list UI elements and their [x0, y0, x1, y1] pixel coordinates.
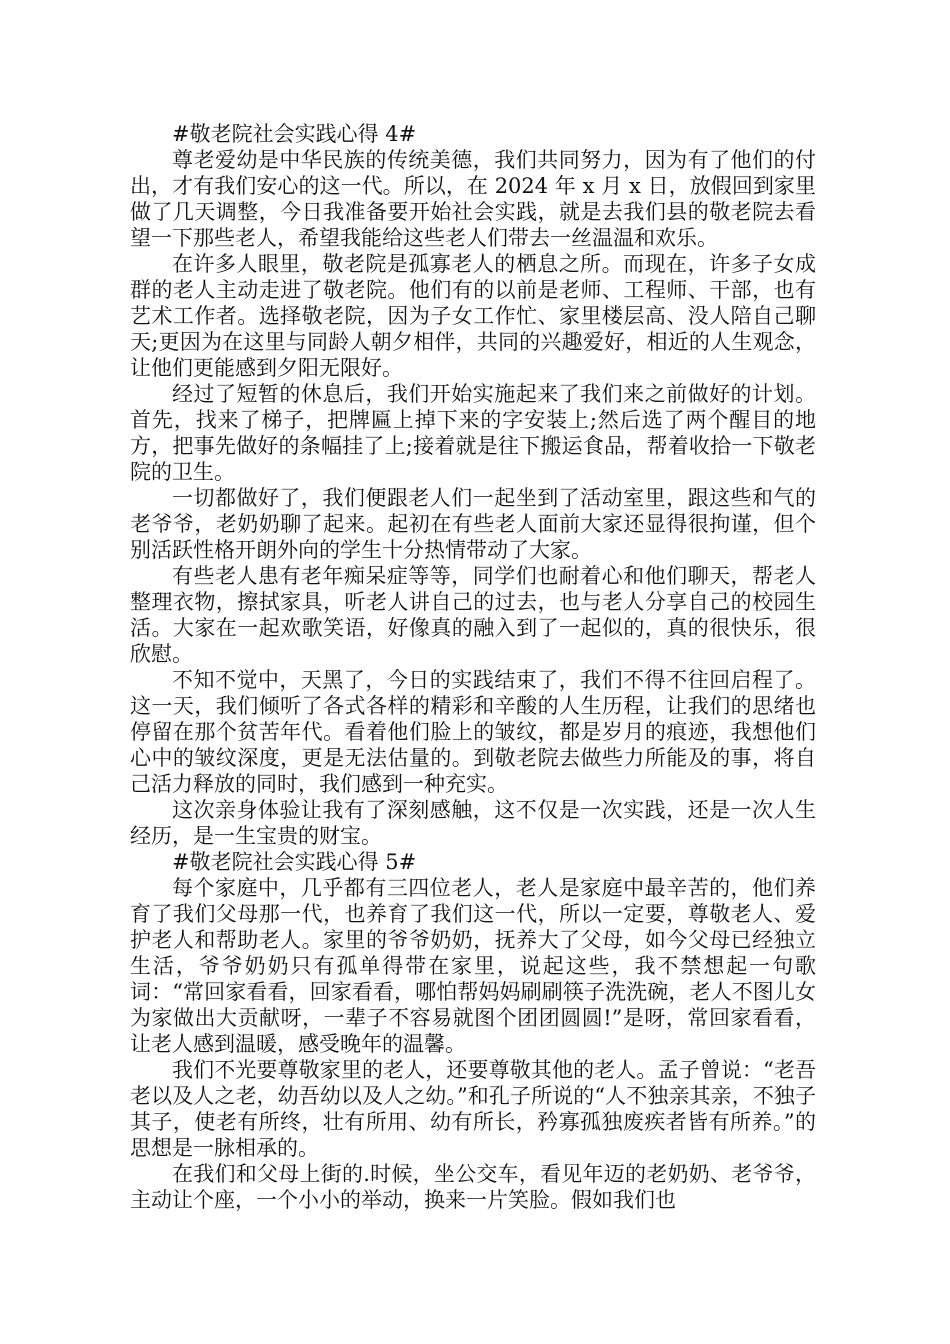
section-4-paragraph-2: 在许多人眼里，敬老院是孤寡老人的栖息之所。而现在，许多子女成群的老人主动走进了敬老院。他们有的以前是老师、工程师、干部，也有艺术工作者。选择敬老院，因为子女工作忙、家里楼层高、没人陪自己聊天;更因为在这里与同龄人朝夕相伴，共同的兴趣爱好，相近的人生观念，让他们更能感到夕阳无限好。 — [130, 252, 816, 380]
section-4-paragraph-7: 这次亲身体验让我有了深刻感触，这不仅是一次实践，还是一次人生经历，是一生宝贵的财宝。 — [130, 798, 816, 848]
section-4-paragraph-1: 尊老爱幼是中华民族的传统美德，我们共同努力，因为有了他们的付出，才有我们安心的这一代。所以，在 2024 年 x 月 x 日，放假回到家里做了几天调整，今日我准备要开始社会实践，就是去我们县的敬老院去看望一下那些老人，希望我能给这些老人们带去一丝温温和欢乐。 — [130, 148, 816, 250]
section-5-paragraph-3: 在我们和父母上街的.时候，坐公交车，看见年迈的老奶奶、老爷爷，主动让个座，一个小小的举动，换来一片笑脸。假如我们也 — [130, 1162, 816, 1212]
section-5-paragraph-2: 我们不光要尊敬家里的老人，还要尊敬其他的老人。孟子曾说：“老吾老以及人之老，幼吾幼以及人之幼。”和孔子所说的“人不独亲其亲，不独子其子，使老有所终，壮有所用、幼有所长，矜寡孤独废疾者皆有所养。”的思想是一脉相承的。 — [130, 1058, 816, 1160]
section-4-heading: #敬老院社会实践心得 4# — [172, 122, 417, 146]
section-4-paragraph-4: 一切都做好了，我们便跟老人们一起坐到了活动室里，跟这些和气的老爷爷，老奶奶聊了起来。起初在有些老人面前大家还显得很拘谨，但个别活跃性格开朗外向的学生十分热情带动了大家。 — [130, 486, 816, 562]
document-page — [130, 121, 816, 1213]
section-5-heading: #敬老院社会实践心得 5# — [172, 850, 417, 874]
section-4-paragraph-5: 有些老人患有老年痴呆症等等，同学们也耐着心和他们聊天，帮老人整理衣物，擦拭家具，听老人讲自己的过去，也与老人分享自己的校园生活。大家在一起欢歌笑语，好像真的融入到了一起似的，真的很快乐，很欣慰。 — [130, 564, 816, 666]
section-4-paragraph-3: 经过了短暂的休息后，我们开始实施起来了我们来之前做好的计划。首先，找来了梯子，把牌匾上掉下来的字安装上;然后选了两个醒目的地方，把事先做好的条幅挂了上;接着就是往下搬运食品，帮着收拾一下敬老院的卫生。 — [130, 382, 816, 484]
section-4-paragraph-6: 不知不觉中，天黑了，今日的实践结束了，我们不得不往回启程了。这一天，我们倾听了各式各样的精彩和辛酸的人生历程，让我们的思绪也停留在那个贫苦年代。看着他们脸上的皱纹，都是岁月的痕迹，我想他们心中的皱纹深度，更是无法估量的。到敬老院去做些力所能及的事，将自己活力释放的同时，我们感到一种充实。 — [130, 668, 816, 796]
section-5-paragraph-1: 每个家庭中，几乎都有三四位老人，老人是家庭中最辛苦的，他们养育了我们父母那一代，也养育了我们这一代，所以一定要，尊敬老人、爱护老人和帮助老人。家里的爷爷奶奶，抚养大了父母，如今父母已经独立生活，爷爷奶奶只有孤单得带在家里，说起这些，我不禁想起一句歌词：“常回家看看，回家看看，哪怕帮妈妈刷刷筷子洗洗碗，老人不图儿女为家做出大贡献呀，一辈子不容易就图个团团圆圆!”是呀，常回家看看，让老人感到温暖，感受晚年的温馨。 — [130, 876, 816, 1056]
